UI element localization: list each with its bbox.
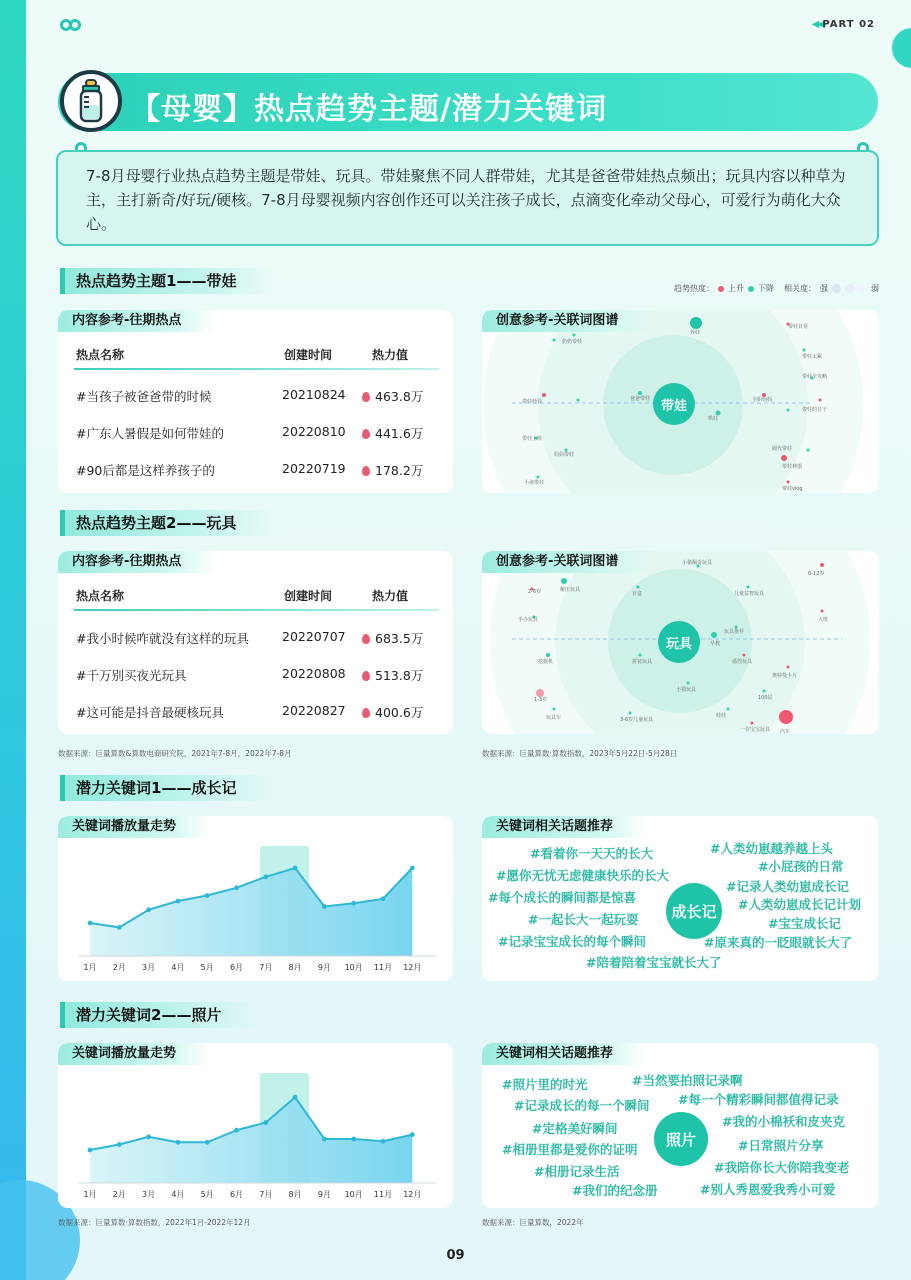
data-point — [322, 1137, 327, 1142]
arrow-icon: ◀◀ — [811, 19, 823, 30]
row-date: 20220707 — [282, 629, 346, 644]
data-point — [146, 1134, 151, 1139]
svg-text:一岁宝宝玩具: 一岁宝宝玩具 — [740, 727, 771, 733]
svg-text:手办玩具: 手办玩具 — [518, 617, 539, 623]
left-accent-strip — [0, 0, 26, 1280]
series-area — [90, 868, 412, 956]
card-tag: 创意参考-关联词图谱 — [482, 310, 652, 332]
part-label: PART 02 — [822, 19, 875, 30]
data-point — [410, 866, 415, 871]
topic-item: #我的小棉袄和皮夹克 — [722, 1114, 845, 1129]
map-legend — [674, 283, 879, 294]
svg-text:带娃太累: 带娃太累 — [802, 354, 823, 360]
row-heat: 441.6万 — [375, 426, 424, 441]
topic-item: #人类幼崽成长记计划 — [738, 897, 861, 912]
topic-center-badge: 成长记 — [666, 883, 722, 939]
tick-label: 9月 — [317, 963, 331, 972]
card-tag: 关键词相关话题推荐 — [482, 1043, 647, 1065]
col-header: 创建时间 — [284, 348, 333, 362]
tick-label: 7月 — [259, 963, 273, 972]
data-source: 数据来源：巨量算数·算数指数，2022年1月-2022年12月 — [58, 1218, 251, 1227]
tick-label: 4月 — [171, 963, 185, 972]
tick-label: 2月 — [112, 1190, 126, 1199]
topic-item: #日常照片分享 — [738, 1138, 824, 1153]
card-tag: 创意参考-关联词图谱 — [482, 551, 652, 573]
topic-item: #看着你一天天的长大 — [530, 846, 653, 861]
svg-text:盲盒: 盲盒 — [632, 591, 643, 597]
keyword-map-card — [482, 551, 879, 734]
topic-item: #别人秀恩爱我秀小可爱 — [700, 1182, 836, 1197]
col-header: 热点名称 — [76, 348, 125, 362]
section-heading-kw2: 潜力关键词2——照片 — [60, 1002, 261, 1028]
row-name: #这可能是抖音最硬核玩具 — [76, 705, 224, 720]
rel-dot-icon — [858, 284, 867, 293]
row-date: 20220810 — [282, 424, 346, 439]
tick-label: 1月 — [83, 1190, 97, 1199]
row-date: 20210824 — [282, 387, 346, 402]
topic-item: #相册里都是爱你的证明 — [502, 1142, 638, 1157]
tick-label: 5月 — [200, 963, 214, 972]
trend-chart — [58, 816, 453, 981]
svg-text:小猪玩具: 小猪玩具 — [676, 687, 697, 693]
svg-text:1-3岁: 1-3岁 — [534, 697, 548, 703]
svg-text:大班: 大班 — [818, 617, 829, 623]
tick-label: 10月 — [344, 1190, 363, 1199]
tick-label: 1月 — [83, 963, 97, 972]
topic-item: #宝宝成长记 — [768, 916, 841, 931]
data-point — [351, 1137, 356, 1142]
tick-label: 5月 — [200, 1190, 214, 1199]
topic-item: #每个成长的瞬间都是惊喜 — [488, 890, 636, 905]
svg-text:妈妈带娃: 妈妈带娃 — [554, 452, 575, 458]
divider — [74, 368, 439, 370]
section-heading-theme2: 热点趋势主题2——玩具 — [60, 510, 276, 536]
topic-item: #每一个精彩瞬间都值得记录 — [678, 1092, 839, 1107]
topic-item: #定格美好瞬间 — [532, 1121, 618, 1136]
data-point — [176, 899, 181, 904]
data-source: 数据来源：巨量算数，2022年 — [482, 1218, 584, 1227]
heat-drop-icon — [362, 429, 370, 439]
col-header: 热力值 — [372, 589, 409, 603]
data-point — [176, 1140, 181, 1145]
topic-item: #我们的纪念册 — [572, 1183, 658, 1198]
svg-text:奶奶带娃: 奶奶带娃 — [562, 339, 583, 345]
tick-label: 9月 — [317, 1190, 331, 1199]
row-date: 20220827 — [282, 703, 346, 718]
data-point — [410, 1132, 415, 1137]
topic-item: #小屁孩的日常 — [758, 859, 844, 874]
svg-text:爸爸带娃: 爸爸带娃 — [630, 396, 651, 402]
topic-item: #照片里的时光 — [502, 1077, 588, 1092]
svg-text:小猪佩奇玩具: 小猪佩奇玩具 — [682, 560, 713, 566]
logo-icon — [60, 19, 82, 31]
topic-item: #记录成长的每一个瞬间 — [514, 1098, 650, 1113]
svg-text:娃娃: 娃娃 — [716, 713, 727, 719]
down-dot-icon — [748, 286, 754, 292]
card-tag: 关键词播放量走势 — [58, 816, 210, 838]
tick-label: 12月 — [403, 963, 422, 972]
data-point — [293, 866, 298, 871]
rel-dot-icon — [832, 284, 841, 293]
row-name: #我小时候咋就没有这样的玩具 — [76, 631, 249, 646]
data-point — [117, 1142, 122, 1147]
tick-label: 3月 — [142, 963, 156, 972]
legend-trend-label: 趋势热度： — [674, 284, 714, 293]
row-heat: 513.8万 — [375, 668, 424, 683]
row-name: #当孩子被爸爸带的时候 — [76, 389, 212, 404]
svg-text:早教: 早教 — [710, 641, 721, 647]
up-dot-icon — [718, 286, 724, 292]
data-point — [146, 907, 151, 912]
data-point — [88, 1148, 93, 1153]
row-name: #90后都是这样养孩子的 — [76, 463, 215, 478]
col-header: 热点名称 — [76, 589, 125, 603]
svg-text:拼装玩具: 拼装玩具 — [632, 659, 653, 665]
baby-bottle-icon — [60, 70, 122, 132]
hot-topic-table-card — [58, 310, 453, 493]
heat-drop-icon — [362, 634, 370, 644]
tick-label: 3月 — [142, 1190, 156, 1199]
trend-chart — [58, 1043, 453, 1208]
map-center-badge: 玩具 — [658, 621, 700, 663]
heat-drop-icon — [362, 392, 370, 402]
svg-text:奥特曼卡片: 奥特曼卡片 — [772, 673, 798, 679]
section-heading-kw1: 潜力关键词1——成长记 — [60, 775, 276, 801]
data-source: 数据来源：巨量算数·算数指数，2023年5月22日-5月28日 — [482, 749, 678, 758]
row-name: #千万别买夜光玩具 — [76, 668, 187, 683]
card-tag: 关键词播放量走势 — [58, 1043, 210, 1065]
legend-rel-label: 相关度： — [784, 284, 816, 293]
tick-label: 12月 — [403, 1190, 422, 1199]
tick-label: 11月 — [373, 963, 393, 972]
data-point — [234, 885, 239, 890]
section-heading-theme1: 热点趋势主题1——带娃 — [60, 268, 276, 294]
page-number: 09 — [446, 1248, 465, 1263]
data-point — [293, 1095, 298, 1100]
tick-label: 8月 — [288, 963, 302, 972]
svg-text:带娃神器: 带娃神器 — [782, 464, 803, 470]
trend-chart-card — [58, 1043, 453, 1208]
topic-item: #人类幼崽越养越上头 — [710, 841, 833, 856]
svg-text:隔代带娃: 隔代带娃 — [772, 446, 793, 452]
trend-chart-card — [58, 816, 453, 981]
svg-text:养娃: 养娃 — [690, 330, 701, 336]
keyword-map-card — [482, 310, 879, 493]
svg-text:解压玩具: 解压玩具 — [560, 587, 581, 593]
topic-item: #当然要拍照记录啊 — [632, 1073, 743, 1088]
topic-cloud-card — [482, 1043, 879, 1208]
intro-text: 7-8月母婴行业热点趋势主题是带娃、玩具。带娃聚焦不同人群带娃，尤其是爸爸带娃热点频出；玩具内容以种草为主，主打新奇/好玩/硬核。7-8月母婴视频内容创作还可以关注孩子成长，点滴变化牵动父母心，可爱行为萌化大众心。 — [56, 150, 879, 246]
svg-text:2-6岁: 2-6岁 — [528, 589, 542, 595]
svg-text:3-6岁儿童玩具: 3-6岁儿童玩具 — [620, 717, 654, 723]
heat-drop-icon — [362, 708, 370, 718]
svg-text:儿童益智玩具: 儿童益智玩具 — [734, 591, 765, 597]
topic-item: #相册记录生活 — [534, 1164, 620, 1179]
topic-item: #我陪你长大你陪我变老 — [714, 1160, 850, 1175]
row-heat: 400.6万 — [375, 705, 424, 720]
tick-label: 10月 — [344, 963, 363, 972]
topic-item: #愿你无忧无虑健康快乐的长大 — [496, 868, 669, 883]
data-source: 数据来源：巨量算数&算数电商研究院，2021年7-8月，2022年7-8月 — [58, 749, 292, 758]
card-tag: 关键词相关话题推荐 — [482, 816, 647, 838]
page-title: 【母婴】热点趋势主题/潜力关键词 — [130, 92, 607, 127]
svg-text:带娃日常: 带娃日常 — [788, 324, 809, 330]
data-point — [205, 893, 210, 898]
heat-drop-icon — [362, 671, 370, 681]
legend-weak: 弱 — [871, 284, 879, 293]
svg-text:全职妈妈: 全职妈妈 — [752, 397, 773, 403]
svg-text:带娃全攻略: 带娃全攻略 — [802, 374, 828, 380]
tick-label: 7月 — [259, 1190, 273, 1199]
topic-item: #一起长大一起玩耍 — [528, 912, 639, 927]
svg-text:挖掘机: 挖掘机 — [538, 659, 554, 665]
divider — [74, 609, 439, 611]
row-heat: 683.5万 — [375, 631, 424, 646]
topic-cloud-card — [482, 816, 879, 981]
svg-text:哄娃: 哄娃 — [708, 416, 719, 422]
topic-item: #记录宝宝成长的每个瞬间 — [498, 934, 646, 949]
svg-text:玩具推荐: 玩具推荐 — [724, 629, 745, 635]
legend-strong: 强 — [820, 284, 828, 293]
svg-text:小孩带娃: 小孩带娃 — [524, 480, 545, 486]
map-center-badge: 带娃 — [653, 383, 695, 425]
topic-item: #记录人类幼崽成长记 — [726, 879, 849, 894]
data-point — [205, 1140, 210, 1145]
svg-text:100层: 100层 — [758, 695, 773, 701]
row-date: 20220808 — [282, 666, 346, 681]
card-tag: 内容参考-往期热点 — [58, 551, 215, 573]
svg-text:带娃的日子: 带娃的日子 — [802, 407, 828, 413]
data-point — [381, 1139, 386, 1144]
data-point — [263, 1120, 268, 1125]
data-point — [234, 1128, 239, 1133]
tick-label: 8月 — [288, 1190, 302, 1199]
svg-text:带娃上班: 带娃上班 — [522, 436, 543, 442]
data-point — [381, 896, 386, 901]
tick-label: 4月 — [171, 1190, 185, 1199]
svg-text:遥控玩具: 遥控玩具 — [732, 659, 753, 665]
svg-text:带娃vlog: 带娃vlog — [782, 486, 803, 492]
data-point — [88, 921, 93, 926]
col-header: 创建时间 — [284, 589, 333, 603]
svg-text:汽车: 汽车 — [780, 729, 791, 734]
data-point — [351, 901, 356, 906]
svg-text:带娃经验: 带娃经验 — [522, 399, 543, 405]
row-heat: 178.2万 — [375, 463, 424, 478]
heat-drop-icon — [362, 466, 370, 476]
rel-dot-icon — [845, 284, 854, 293]
tick-label: 2月 — [112, 963, 126, 972]
data-point — [117, 925, 122, 930]
tick-label: 6月 — [229, 963, 244, 972]
svg-text:玩具车: 玩具车 — [546, 715, 562, 721]
topic-center-badge: 照片 — [654, 1112, 708, 1166]
topic-item: #原来真的一眨眼就长大了 — [704, 935, 852, 950]
legend-down: 下降 — [758, 284, 774, 293]
col-header: 热力值 — [372, 348, 409, 362]
row-name: #广东人暑假是如何带娃的 — [76, 426, 224, 441]
card-tag: 内容参考-往期热点 — [58, 310, 215, 332]
legend-up: 上升 — [728, 284, 744, 293]
data-point — [322, 904, 327, 909]
row-date: 20220719 — [282, 461, 346, 476]
topic-item: #陪着陪着宝宝就长大了 — [586, 955, 722, 970]
data-point — [263, 874, 268, 879]
hot-topic-table-card — [58, 551, 453, 734]
tick-label: 11月 — [373, 1190, 393, 1199]
tick-label: 6月 — [229, 1190, 244, 1199]
svg-text:6-12岁: 6-12岁 — [808, 571, 825, 577]
row-heat: 463.8万 — [375, 389, 424, 404]
